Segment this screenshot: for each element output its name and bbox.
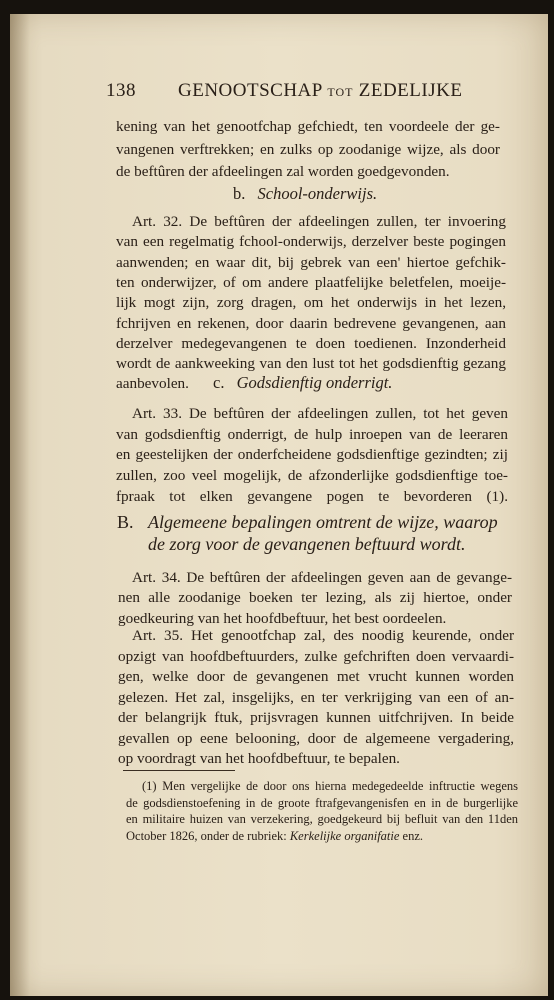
art32-line: ten onderwijzer, of om andere plaatfelijke beletfelen, moeije- xyxy=(116,273,506,291)
footnote-line: de godsdienstoefening in de groote ftrafgevangenisfen en in de burgerlijke xyxy=(126,795,518,810)
art35-line: gevallen op eene belooning, door de algemeene vergadering, xyxy=(118,729,514,747)
section-B-title-line2: de zorg voor de gevangenen beftuurd wordt. xyxy=(148,534,466,554)
intro-line: vangenen verftrekken; en zulks op zoodanige wijze, als door xyxy=(116,140,500,158)
section-b-heading xyxy=(233,183,377,205)
footnote-end: enz. xyxy=(399,828,424,843)
art32-line: fchrijven en rekenen, door daarin bedrevene gevangenen, aan xyxy=(116,314,506,332)
section-B-heading-line2 xyxy=(148,533,465,556)
section-c-title: Godsdienftig onderrigt. xyxy=(236,373,393,392)
footnote-line xyxy=(126,828,423,845)
art35-line: gen, welke door de gevangenen met vrucht kunnen worden xyxy=(118,668,514,685)
art35-line: der belangrijk ftuk, prijsvragen kunnen uitfchrijven. In beide xyxy=(118,709,514,726)
art34-line: Art. 34. De beftûren der afdeelingen geven aan de gevange- xyxy=(132,569,512,586)
footnote-line: (1) Men vergelijke de door ons hierna medegedeelde inftructie wegens xyxy=(142,779,518,793)
art32-line: Art. 32. De beftûren der afdeelingen zullen, ter invoering xyxy=(132,213,506,230)
art33-line: Art. 33. De beftûren der afdeelingen zullen, tot het geven xyxy=(132,405,508,422)
page-gutter-shadow xyxy=(10,14,30,996)
footnote-line: en militaire huizen van verzekering, goedgekeurd bij befluit van den 11den xyxy=(126,812,518,826)
art33-line: zullen, zoo veel mogelijk, de afzonderlijke godsdienftige toe- xyxy=(116,467,508,485)
art32-line: aanwenden; en waar dit, bij gebrek van een' hiertoe gefchik- xyxy=(116,253,506,271)
header-title-part2: ZEDELIJKE xyxy=(358,80,463,101)
intro-line: de beftûren der afdeelingen zal worden goedgevonden. xyxy=(116,163,450,180)
section-b-title: School-onderwijs. xyxy=(257,184,378,203)
section-B-letter: B. xyxy=(117,512,134,532)
intro-line: kening van het genootfchap gefchiedt, ten voordeele der ge- xyxy=(116,118,500,135)
section-B-title-line1: Algemeene bepalingen omtrent de wijze, waarop xyxy=(148,512,498,532)
art32-line: lijk mogt zijn, zorg dragen, om het onderwijs in het lezen, xyxy=(116,294,506,312)
art33-line: van godsdienftig onderrigt, de hulp inroepen van de leeraren xyxy=(116,425,508,443)
art32-line: van een regelmatig fchool-onderwijs, derzelver beste pogingen xyxy=(116,233,506,251)
art35-line: Art. 35. Het genootfchap zal, des noodig keurende, onder xyxy=(132,627,514,644)
header-title-tot: TOT xyxy=(327,85,354,99)
art35-line: opzigt van hoofdbeftuurders, zulke gefchriften doen vervaardi- xyxy=(118,647,514,665)
footnote-rule xyxy=(123,770,235,771)
section-c-letter: c. xyxy=(213,373,225,392)
art32-line: derzelver medegevangenen te doen toedienen. Inzonderheid xyxy=(116,334,506,352)
art33-line: en geestelijken der onderfcheidene godsdienftige gezindten; zij xyxy=(116,446,508,464)
page-number: 138 xyxy=(106,80,136,101)
section-b-letter: b. xyxy=(233,184,246,203)
art33-line: fpraak tot elken gevangene pogen te bevorderen (1). xyxy=(116,487,508,505)
section-B-heading-line1 xyxy=(117,511,498,534)
header-title-part1: GENOOTSCHAP xyxy=(178,80,323,101)
art32-line: aanbevolen. xyxy=(116,375,189,393)
art32-line: wordt de aankweeking van den lust tot het godsdienftig gezang xyxy=(116,355,506,373)
footnote-last-text: October 1826, onder de rubriek: xyxy=(126,828,290,843)
art34-line: nen alle zoodanige boeken ter lezing, als zij hiertoe, onder xyxy=(118,589,512,607)
art35-line: gelezen. Het zal, insgelijks, en ter verkrijging van een of an- xyxy=(118,688,514,706)
footnote-rubric: Kerkelijke organifatie xyxy=(289,828,400,843)
section-c-heading xyxy=(213,372,392,394)
running-header xyxy=(106,80,526,102)
art35-line: op voordragt van het hoofdbeftuur, te bepalen. xyxy=(118,750,400,767)
art34-line: goedkeuring van het hoofdbeftuur, het best oordeelen. xyxy=(118,609,447,627)
